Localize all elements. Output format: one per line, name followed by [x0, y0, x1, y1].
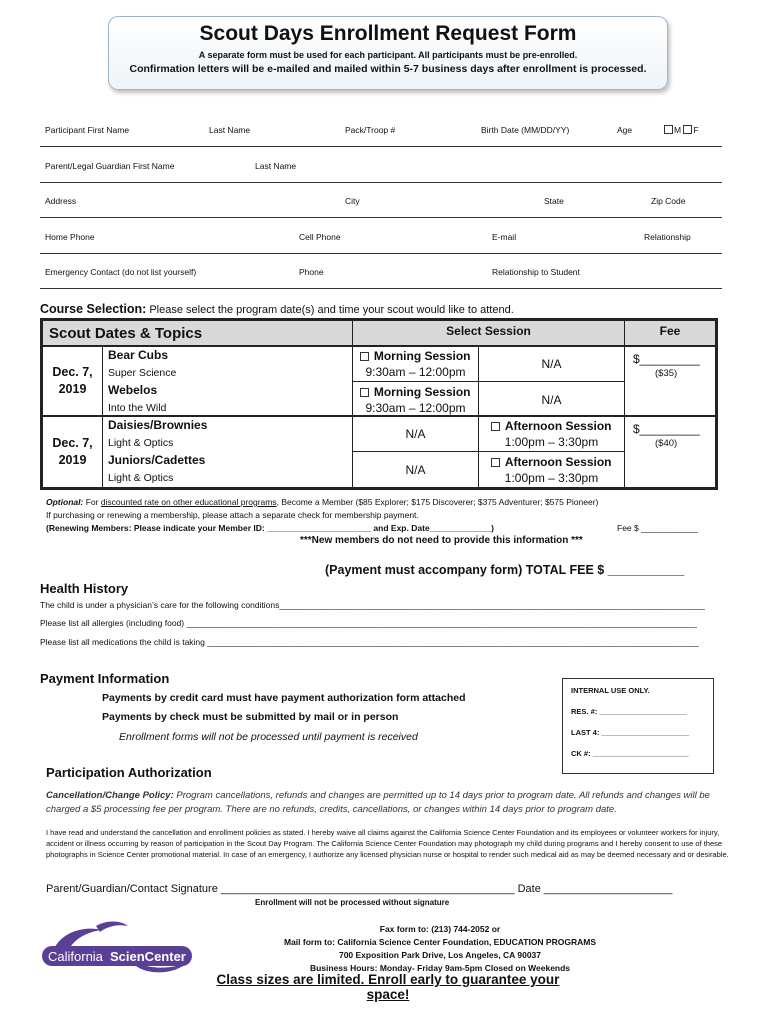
topic-daisies-brownies: Daisies/Brownies [108, 418, 208, 432]
group-topics [103, 417, 353, 487]
morning-checkbox[interactable] [360, 388, 369, 397]
internal-use-box [562, 678, 714, 774]
emergency-contact-label: Emergency Contact (do not list yourself) [45, 267, 197, 277]
address-row[interactable] [40, 196, 722, 218]
relationship-to-student-label: Relationship to Student [492, 267, 580, 277]
pack-troop-label: Pack/Troop # [345, 125, 396, 135]
topic-bear-cubs: Bear Cubs [108, 348, 169, 362]
course-selection-label: Course Selection: [40, 302, 147, 316]
health-allergies-line[interactable]: Please list all allergies (including food) ____________________________________________________________________________________________________________ [40, 618, 698, 628]
session-time: 9:30am – 12:00pm [365, 365, 466, 379]
col-fee-header: Fee [659, 324, 681, 338]
emergency-row[interactable] [40, 267, 722, 289]
fax-line: Fax form to: (213) 744-2052 or [379, 924, 501, 934]
payment-note: Enrollment forms will not be processed until payment is received [119, 731, 418, 743]
city-label: City [345, 196, 360, 206]
mail-line: Mail form to: California Science Center Foundation, EDUCATION PROGRAMS [283, 937, 596, 947]
session-time: 9:30am – 12:00pm [365, 400, 466, 415]
na-cell: N/A [479, 347, 624, 382]
fee-blank: $_________ [633, 352, 700, 366]
morning-fee[interactable] [625, 347, 715, 415]
signature-line[interactable]: Parent/Guardian/Contact Signature ________________________________________________ Date _____________________ [46, 883, 673, 895]
cancellation-text: Program cancellations, refunds and changes are permitted up to 14 days prior to program date. All refunds and changes will be charged a $5 processing fee per program. There are no refunds, credits, cancellations, or changes within 14 days prior to program date. [46, 790, 710, 815]
payment-info-title: Payment Information [40, 671, 170, 686]
logo-swirl-icon [40, 918, 194, 980]
topic-super-science: Super Science [108, 366, 177, 379]
morning-session-webelos[interactable] [353, 382, 478, 417]
topic-light-optics: Light & Optics [108, 471, 174, 484]
afternoon-session-daisies[interactable] [479, 417, 624, 452]
group-date [43, 417, 103, 487]
participant-last-name-label: Last Name [209, 125, 251, 135]
guardian-row[interactable] [40, 161, 722, 183]
participation-authorization-title: Participation Authorization [46, 765, 212, 780]
health-medications-line[interactable]: Please list all medications the child is taking ________________________________________________________________________________________________________ [40, 637, 699, 647]
health-history-title: Health History [40, 581, 129, 596]
payment-credit-card: Payments by credit card must have payment authorization form attached [102, 692, 466, 704]
afternoon-group [43, 417, 715, 487]
fee-amount: ($40) [655, 438, 678, 449]
na-cell: N/A [353, 417, 478, 452]
topic-juniors-cadettes: Juniors/Cadettes [108, 453, 206, 467]
topic-light-optics: Light & Optics [108, 436, 174, 449]
fee-amount: ($35) [655, 368, 678, 379]
afternoon-sessions [479, 417, 625, 487]
logo-word-1: California [48, 949, 103, 964]
afternoon-checkbox[interactable] [491, 458, 500, 467]
cell-phone-label: Cell Phone [299, 232, 341, 242]
date-line-2: 2019 [58, 453, 87, 467]
header-subtitle-1: A separate form must be used for each participant. All participants must be pre-enrolled. [198, 50, 578, 60]
renewing-members[interactable]: (Renewing Members: Please indicate your Member ID: ______________________ and Exp. Date_____________) [46, 523, 494, 533]
email-label: E-mail [492, 232, 517, 242]
morning-checkbox[interactable] [360, 352, 369, 361]
guardian-first-name-label: Parent/Legal Guardian First Name [45, 161, 175, 171]
session-time: 1:00pm – 3:30pm [504, 435, 599, 449]
na-cell: N/A [405, 462, 426, 477]
topic-webelos: Webelos [108, 383, 158, 397]
session-time: 1:00pm – 3:30pm [504, 470, 599, 485]
morning-group [43, 347, 715, 417]
total-fee[interactable]: (Payment must accompany form) TOTAL FEE $ ___________ [325, 563, 685, 577]
membership-note: If purchasing or renewing a membership, please attach a separate check for membership payment. [46, 510, 419, 520]
na-cell: N/A [541, 392, 562, 407]
afternoon-fee[interactable] [625, 417, 715, 487]
course-selection-instruction: Please select the program date(s) and time your scout would like to attend. [149, 304, 514, 316]
res-number: RES. #: _____________________ [571, 707, 687, 716]
female-checkbox[interactable] [683, 125, 692, 134]
course-table [40, 318, 718, 490]
fee-blank: $_________ [633, 422, 700, 436]
cancellation-policy [46, 789, 736, 817]
cancellation-label: Cancellation/Change Policy: [46, 790, 174, 801]
class-size-banner: Class sizes are limited. Enroll early to guarantee your space! [216, 972, 560, 1002]
session-title: Morning Session [373, 384, 471, 399]
col-session-header: Select Session [353, 321, 625, 345]
female-label: F [693, 125, 699, 135]
age-label: Age [617, 125, 633, 135]
morning-na-cells [353, 417, 479, 487]
signature-note: Enrollment will not be processed without signature [255, 898, 450, 907]
guardian-last-name-label: Last Name [255, 161, 297, 171]
check-number: CK #: _______________________ [571, 749, 689, 758]
relationship-label: Relationship [644, 232, 691, 242]
optional-rest: , Become a Member ($85 Explorer; $175 Discoverer; $375 Adventurer; $575 Pioneer) [276, 497, 599, 507]
course-selection-heading [40, 302, 514, 316]
morning-sessions [353, 347, 479, 415]
california-science-center-logo [40, 918, 194, 980]
optional-label: Optional: [46, 497, 84, 507]
logo-word-2: ScienCenter [110, 949, 186, 964]
morning-session-bear-cubs[interactable] [353, 347, 478, 382]
state-label: State [544, 196, 564, 206]
internal-title: INTERNAL USE ONLY. [571, 686, 650, 695]
form-title: Scout Days Enrollment Request Form [199, 22, 577, 45]
new-members-note: ***New members do not need to provide this information *** [300, 535, 583, 546]
phone-row[interactable] [40, 232, 722, 254]
optional-line [46, 497, 598, 507]
male-checkbox[interactable] [664, 125, 673, 134]
participant-first-name-label: Participant First Name [45, 125, 130, 135]
course-table-header [43, 321, 715, 347]
zip-label: Zip Code [651, 196, 686, 206]
topic-into-the-wild: Into the Wild [108, 401, 167, 414]
group-topics [103, 347, 353, 415]
address-label: Address [45, 196, 77, 206]
date-line-1: Dec. 7, [52, 436, 93, 451]
afternoon-session-juniors[interactable] [479, 452, 624, 487]
address-line: 700 Exposition Park Drive, Los Angeles, CA 90037 [338, 950, 542, 960]
afternoon-checkbox[interactable] [491, 422, 500, 431]
form-header [108, 16, 668, 90]
session-title: Morning Session [373, 349, 471, 363]
afternoon-na-cells [479, 347, 625, 415]
group-date [43, 347, 103, 415]
legal-waiver: I have read and understand the cancellation and enrollment policies as stated. I hereby waive all claims against the California Science Center Foundation and its employees or volunteer workers for injury, accident or illness occurring by reason of participation in the Scout Day Program. The California Science Center Foundation may photograph my child during programs and I hereby consent to use of these photographs in Science Center promotional material. In case of an emergency, I authorize any licensed physician nurse or hospital to render such medical aid as may be deemed necessary and or desirable. [46, 828, 729, 859]
participant-row[interactable] [40, 125, 722, 147]
gender-options [664, 125, 699, 135]
birth-date-label: Birth Date (MM/DD/YY) [481, 125, 570, 135]
male-label: M [674, 125, 682, 135]
hours-line: Business Hours: Monday- Friday 9am-5pm Closed on Weekends [309, 963, 571, 973]
col-topics-header: Scout Dates & Topics [43, 321, 353, 345]
emergency-phone-label: Phone [299, 267, 324, 277]
session-title: Afternoon Session [504, 419, 612, 433]
header-subtitle-2: Confirmation letters will be e-mailed and mailed within 5-7 business days after enrollment is processed. [129, 63, 647, 75]
payment-check: Payments by check must be submitted by mail or in person [102, 711, 399, 723]
health-conditions-line[interactable]: The child is under a physician’s care for the following conditions__________________________________________________________________________________________ [40, 600, 705, 610]
date-line-2: 2019 [58, 382, 87, 396]
last-four: LAST 4: _____________________ [571, 728, 690, 737]
membership-fee[interactable]: Fee $ ____________ [617, 523, 698, 533]
session-title: Afternoon Session [504, 454, 612, 469]
discount-link[interactable]: discounted rate on other educational programs [100, 497, 277, 507]
home-phone-label: Home Phone [45, 232, 95, 242]
optional-for: For [85, 497, 99, 507]
date-line-1: Dec. 7, [52, 365, 93, 380]
